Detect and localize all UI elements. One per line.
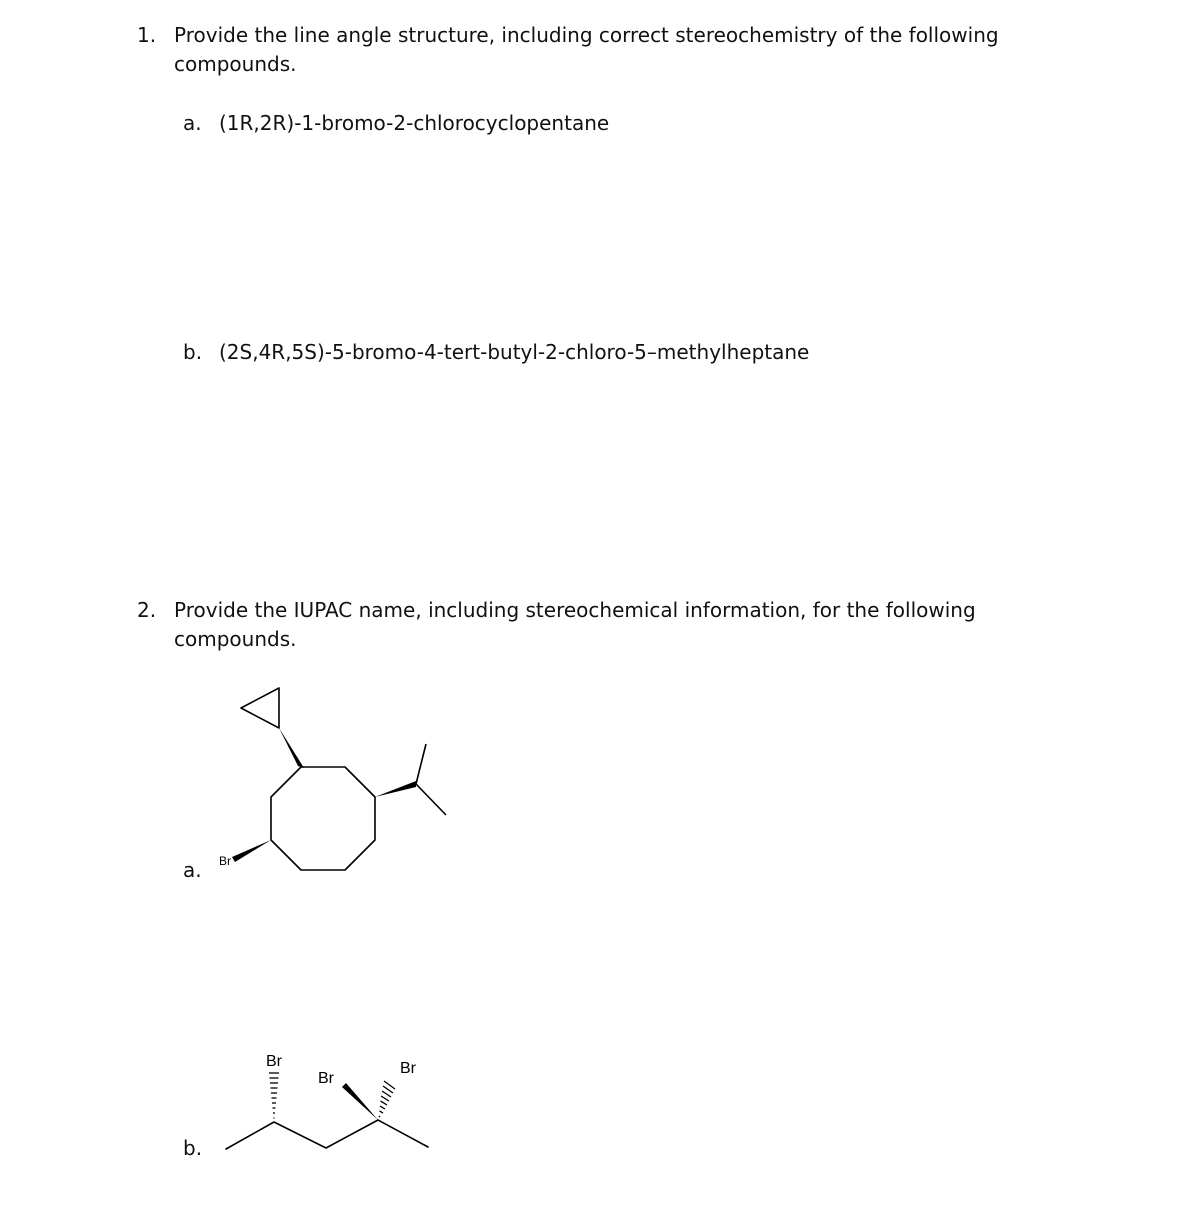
question-1b-label: b.	[183, 340, 203, 364]
carbon-chain	[226, 1120, 428, 1149]
question-1a-label: a.	[183, 111, 202, 135]
question-1-text-line2: compounds.	[174, 52, 297, 76]
question-1a-text: (1R,2R)-1-bromo-2-chlorocyclopentane	[219, 111, 610, 135]
question-2-text-line1: Provide the IUPAC name, including stereochemical information, for the following	[174, 598, 976, 622]
hashed-bond-c2	[269, 1073, 279, 1118]
question-2-number: 2.	[137, 598, 157, 622]
question-1b-text: (2S,4R,5S)-5-bromo-4-tert-butyl-2-chloro-5–methylheptane	[219, 340, 810, 364]
bromo-label-2b-c2: Br	[266, 1053, 282, 1070]
question-2a-label: a.	[183, 858, 202, 882]
question-2b-label: b.	[183, 1136, 203, 1160]
bromo-label-2b-c4-right: Br	[400, 1060, 416, 1077]
question-1-number: 1.	[137, 23, 157, 47]
wedge-bond-c4	[342, 1083, 378, 1120]
question-1-text-line1: Provide the line angle structure, including correct stereochemistry of the following	[174, 23, 999, 47]
bromo-label-2a: Br	[219, 854, 231, 868]
hashed-bond-c4	[379, 1081, 395, 1117]
bromo-label-2b-c4-left: Br	[318, 1070, 334, 1087]
question-2-text-line2: compounds.	[174, 627, 297, 651]
